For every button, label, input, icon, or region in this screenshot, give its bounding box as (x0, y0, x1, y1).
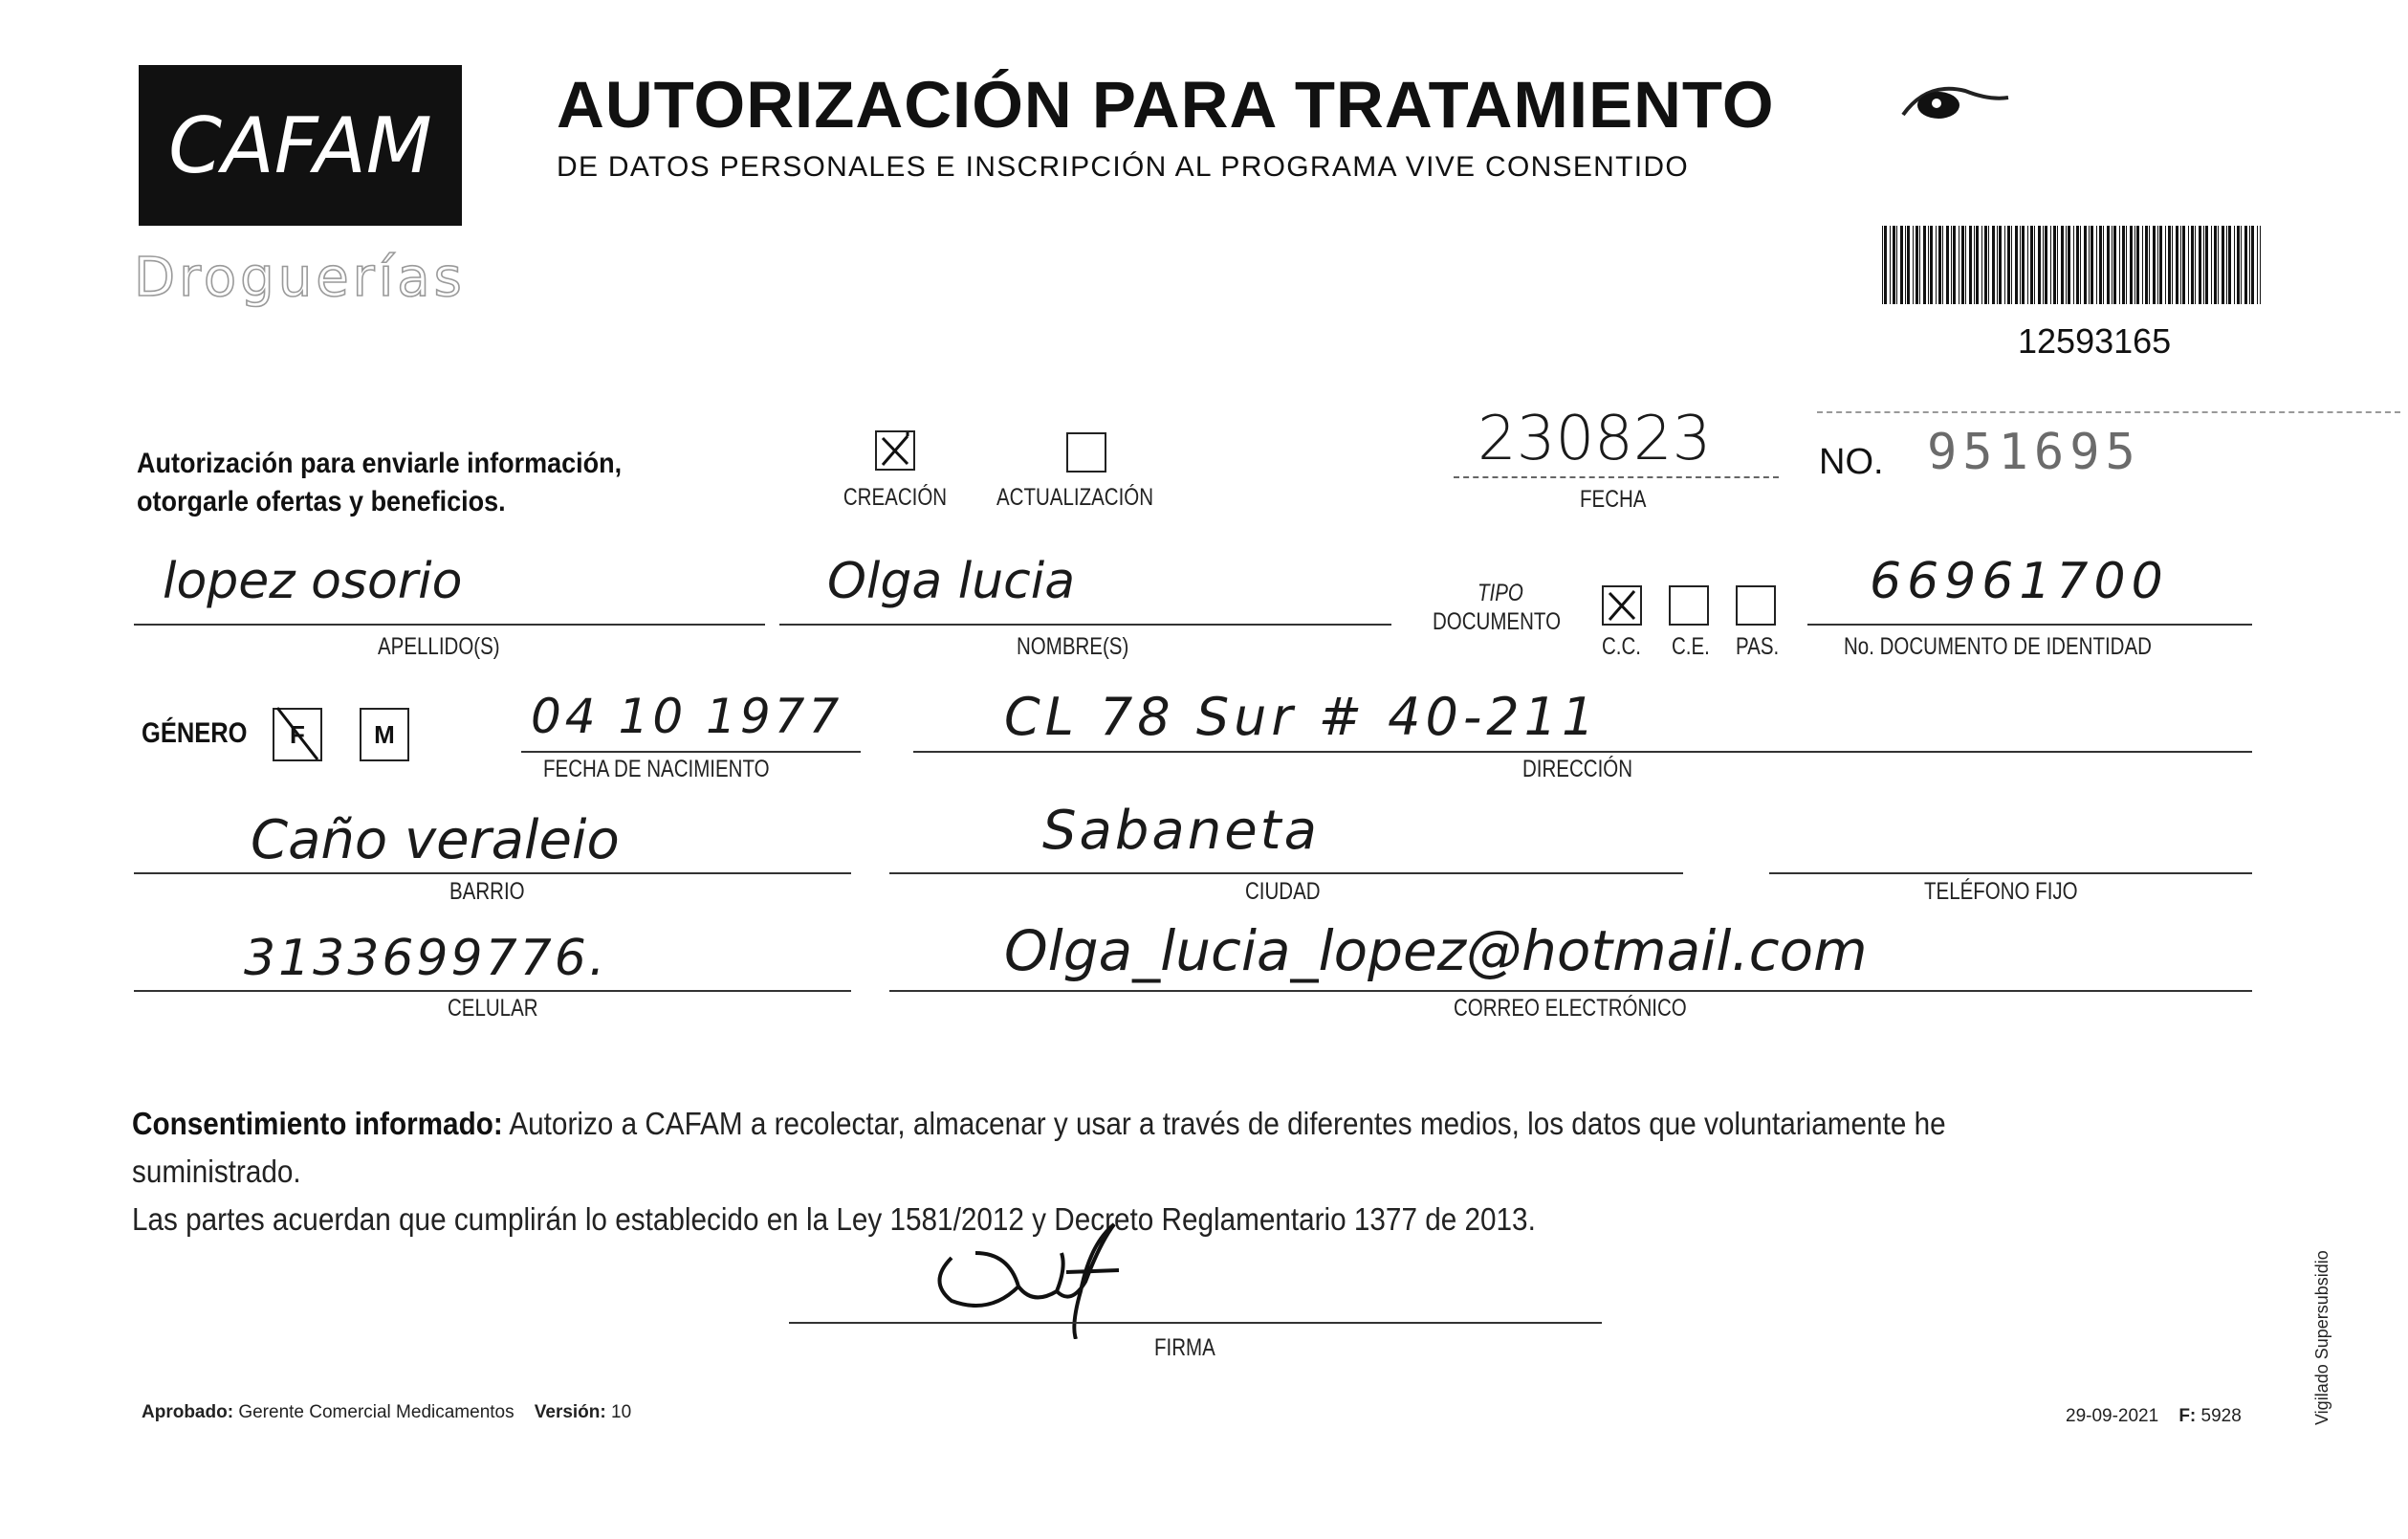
barcode-bar (2153, 226, 2156, 304)
firma-line (789, 1322, 1602, 1324)
barcode-bar (2205, 226, 2208, 304)
barrio-line (134, 872, 851, 874)
barcode-bar (2157, 226, 2158, 304)
aprobado-label: Aprobado: (142, 1402, 234, 1422)
cafam-logo-mark (139, 65, 462, 226)
barcode-bar (2126, 226, 2127, 304)
barcode-bar (1997, 226, 1998, 304)
barcode-bar (1951, 226, 1952, 304)
intro-line-1: Autorización para enviarle información, (137, 448, 623, 479)
nombres-line (779, 624, 1391, 626)
intro-line-2: otorgarle ofertas y beneficios. (137, 486, 506, 517)
barcode-bar (2068, 226, 2070, 304)
barcode-bar (1992, 226, 1995, 304)
barcode-bar (2099, 226, 2102, 304)
barcode-bar (2237, 226, 2240, 304)
creacion-label: CREACIÓN (843, 484, 948, 511)
barcode-bar (2218, 226, 2219, 304)
footer-date: 29-09-2021 (2066, 1406, 2159, 1426)
barcode-bar (2211, 226, 2212, 304)
barcode-bar (2142, 226, 2143, 304)
documento-numero-label: No. DOCUMENTO DE IDENTIDAD (1844, 633, 2152, 660)
barcode-bar (2034, 226, 2035, 304)
barcode-bar (2038, 226, 2041, 304)
genero-m-box[interactable] (360, 708, 409, 761)
barcode-bar (2191, 226, 2194, 304)
barcode-bar (2182, 226, 2185, 304)
tipo-label: TIPO (1478, 580, 1523, 606)
barcode-bar (1893, 226, 1895, 304)
barcode-bar (1999, 226, 2002, 304)
nacimiento-value: 04 10 1977 (531, 689, 843, 744)
version-value: 10 (611, 1402, 632, 1422)
nacimiento-label: FECHA DE NACIMIENTO (543, 756, 770, 782)
barcode-bar (2020, 226, 2021, 304)
barcode-bar (1928, 226, 1929, 304)
barcode-bar (2084, 226, 2087, 304)
brand-subtitle: Droguerías (134, 247, 466, 309)
cc-label: C.C. (1602, 633, 1641, 660)
version-label: Versión: (534, 1402, 606, 1422)
celular-label: CELULAR (448, 995, 538, 1022)
barcode-bar (1938, 226, 1941, 304)
barcode-bar (1890, 226, 1891, 304)
barcode-bar (1969, 226, 1972, 304)
barcode-bar (2007, 226, 2010, 304)
barcode-bar (1896, 226, 1897, 304)
firma-label: FIRMA (1154, 1334, 1215, 1361)
ciudad-value: Sabaneta (1042, 800, 1320, 862)
celular-line (134, 990, 851, 992)
consent-text-2: Las partes acuerdan que cumplirán lo establecido en la Ley 1581/2012 y Decreto Reglamentario 1377 de 2013. (132, 1201, 1536, 1237)
barcode-bar (2057, 226, 2058, 304)
apellidos-line (134, 624, 765, 626)
barcode-bar (1976, 226, 1979, 304)
nombres-value: Olga lucia (827, 553, 1076, 610)
consent-heading: Consentimiento informado: (132, 1106, 503, 1141)
barcode-bar (1946, 226, 1949, 304)
barcode-bar (2022, 226, 2025, 304)
barcode-bar (2165, 226, 2166, 304)
ciudad-line (889, 872, 1683, 874)
fecha-line (1454, 476, 1779, 478)
barcode-bar (1905, 226, 1906, 304)
barcode-bar (2004, 226, 2005, 304)
barcode-bar (2241, 226, 2242, 304)
eye-stamp-icon (1898, 77, 2013, 134)
barcode-bar (2195, 226, 2196, 304)
barcode-bar (2203, 226, 2204, 304)
consent-text-1: Autorizo a CAFAM a recolectar, almacenar y usar a través de diferentes medios, los datos que voluntariamente he suministrado. (132, 1106, 1946, 1189)
barcode-bar (2107, 226, 2110, 304)
correo-value: Olga_lucia_lopez@hotmail.com (1004, 918, 1868, 983)
cafam-logo (139, 65, 462, 226)
barcode-bar (2172, 226, 2173, 304)
barcode-bar (2011, 226, 2012, 304)
ce-checkbox[interactable] (1669, 585, 1709, 626)
telefono-label: TELÉFONO FIJO (1924, 878, 2078, 905)
direccion-line (913, 751, 2252, 753)
barcode-bar (2260, 226, 2261, 304)
barcode-bar (2234, 226, 2235, 304)
barcode-bar (1930, 226, 1933, 304)
barcode-bar (2089, 226, 2090, 304)
barcode-bar (2180, 226, 2181, 304)
barcode-bar (2251, 226, 2254, 304)
supersubsidio-side-text: Vigilado Supersubsidio (2312, 1250, 2331, 1425)
barcode-bar (2073, 226, 2074, 304)
pas-label: PAS. (1736, 633, 1780, 660)
barcode-bar (2249, 226, 2250, 304)
barcode-bar (1919, 226, 1920, 304)
genero-label: GÉNERO (142, 717, 248, 749)
ciudad-label: CIUDAD (1245, 878, 1321, 905)
svg-text:CAFAM: CAFAM (168, 101, 432, 190)
documento-numero-value: 66961700 (1870, 553, 2169, 610)
barcode-bar (1915, 226, 1918, 304)
barcode-bar (2091, 226, 2093, 304)
documento-label: DOCUMENTO (1433, 608, 1562, 635)
page-subtitle: DE DATOS PERSONALES E INSCRIPCIÓN AL PROGRAMA VIVE CONSENTIDO (557, 151, 1689, 183)
barcode-bar (2076, 226, 2079, 304)
genero-m-label: M (374, 720, 395, 749)
barcode-bar (2122, 226, 2125, 304)
footer-code-value: 5928 (2200, 1406, 2242, 1426)
barcode-bar (2119, 226, 2120, 304)
signature-graphic (913, 1215, 1181, 1339)
barcode-bar (2103, 226, 2104, 304)
barrio-value: Caño veraleio (251, 809, 620, 871)
barcode-bar (2214, 226, 2217, 304)
correo-line (889, 990, 2252, 992)
genero-f-label: F (290, 720, 305, 749)
aprobado-value: Gerente Comercial Medicamentos (238, 1402, 514, 1422)
barcode-bar (2176, 226, 2178, 304)
barcode-bar (1981, 226, 1982, 304)
barcode-bar (2222, 226, 2224, 304)
celular-value: 3133699776. (244, 930, 608, 987)
barcode-bar (2136, 226, 2139, 304)
cc-checkbox[interactable] (1602, 585, 1642, 626)
barcode-bar (1961, 226, 1964, 304)
fecha-label: FECHA (1580, 486, 1647, 513)
genero-f-mark-icon (270, 700, 327, 767)
barcode-bar (2027, 226, 2028, 304)
page-title: AUTORIZACIÓN PARA TRATAMIENTO (557, 68, 1775, 142)
documento-numero-line (1807, 624, 2252, 626)
barcode-bar (2043, 226, 2044, 304)
apellidos-value: lopez osorio (163, 553, 463, 610)
fecha-value: 230823 (1478, 404, 1712, 474)
barcode-bar (2257, 226, 2258, 304)
barcode-bar (2228, 226, 2231, 304)
footer-code-label: F: (2178, 1406, 2197, 1426)
barcode-bar (2134, 226, 2135, 304)
direccion-value: CL 78 Sur # 40-211 (1004, 687, 1600, 747)
barcode-bar (1984, 226, 1987, 304)
barcode (1882, 226, 2261, 304)
pas-checkbox[interactable] (1736, 585, 1776, 626)
barcode-bar (2244, 226, 2247, 304)
barcode-bar (1974, 226, 1975, 304)
barcode-bar (2199, 226, 2201, 304)
top-right-rule (1817, 411, 2400, 413)
barcode-bar (2045, 226, 2047, 304)
actualizacion-label: ACTUALIZACIÓN (996, 484, 1154, 511)
form-number-label: NO. (1819, 442, 1884, 482)
barcode-bar (1965, 226, 1966, 304)
authorization-intro (137, 445, 739, 521)
barcode-bar (2130, 226, 2133, 304)
barcode-bar (2159, 226, 2162, 304)
barcode-bar (2096, 226, 2097, 304)
barcode-number: 12593165 (2018, 321, 2172, 361)
barcode-bar (2066, 226, 2067, 304)
barcode-bar (2061, 226, 2064, 304)
barcode-bar (2188, 226, 2189, 304)
barcode-bar (1884, 226, 1887, 304)
barcode-bar (1988, 226, 1989, 304)
apellidos-label: APELLIDO(S) (378, 633, 500, 660)
form-number-value: 951695 (1927, 424, 2141, 481)
barcode-bar (2113, 226, 2116, 304)
nacimiento-line (521, 751, 861, 753)
barcode-bar (2168, 226, 2171, 304)
direccion-label: DIRECCIÓN (1522, 756, 1633, 782)
barcode-bar (2053, 226, 2056, 304)
barcode-bar (1942, 226, 1943, 304)
barcode-bar (1900, 226, 1903, 304)
barcode-bar (2030, 226, 2033, 304)
barcode-bar (2149, 226, 2150, 304)
barcode-bar (2226, 226, 2227, 304)
barcode-bar (2015, 226, 2018, 304)
footer-date-code (2066, 1406, 2242, 1427)
ce-label: C.E. (1672, 633, 1710, 660)
creacion-checkbox[interactable] (875, 430, 915, 471)
barcode-bar (1913, 226, 1914, 304)
barcode-bar (1882, 226, 1883, 304)
barcode-bar (1907, 226, 1910, 304)
actualizacion-checkbox[interactable] (1066, 432, 1106, 473)
barrio-label: BARRIO (449, 878, 525, 905)
barcode-bar (1923, 226, 1926, 304)
telefono-line (1769, 872, 2252, 874)
footer-approval (142, 1402, 631, 1423)
barcode-bar (2145, 226, 2148, 304)
barcode-bar (2050, 226, 2051, 304)
barcode-bar (1953, 226, 1956, 304)
barcode-bar (2080, 226, 2081, 304)
correo-label: CORREO ELECTRÓNICO (1454, 995, 1687, 1022)
barcode-bar (1936, 226, 1937, 304)
nombres-label: NOMBRE(S) (1017, 633, 1129, 660)
